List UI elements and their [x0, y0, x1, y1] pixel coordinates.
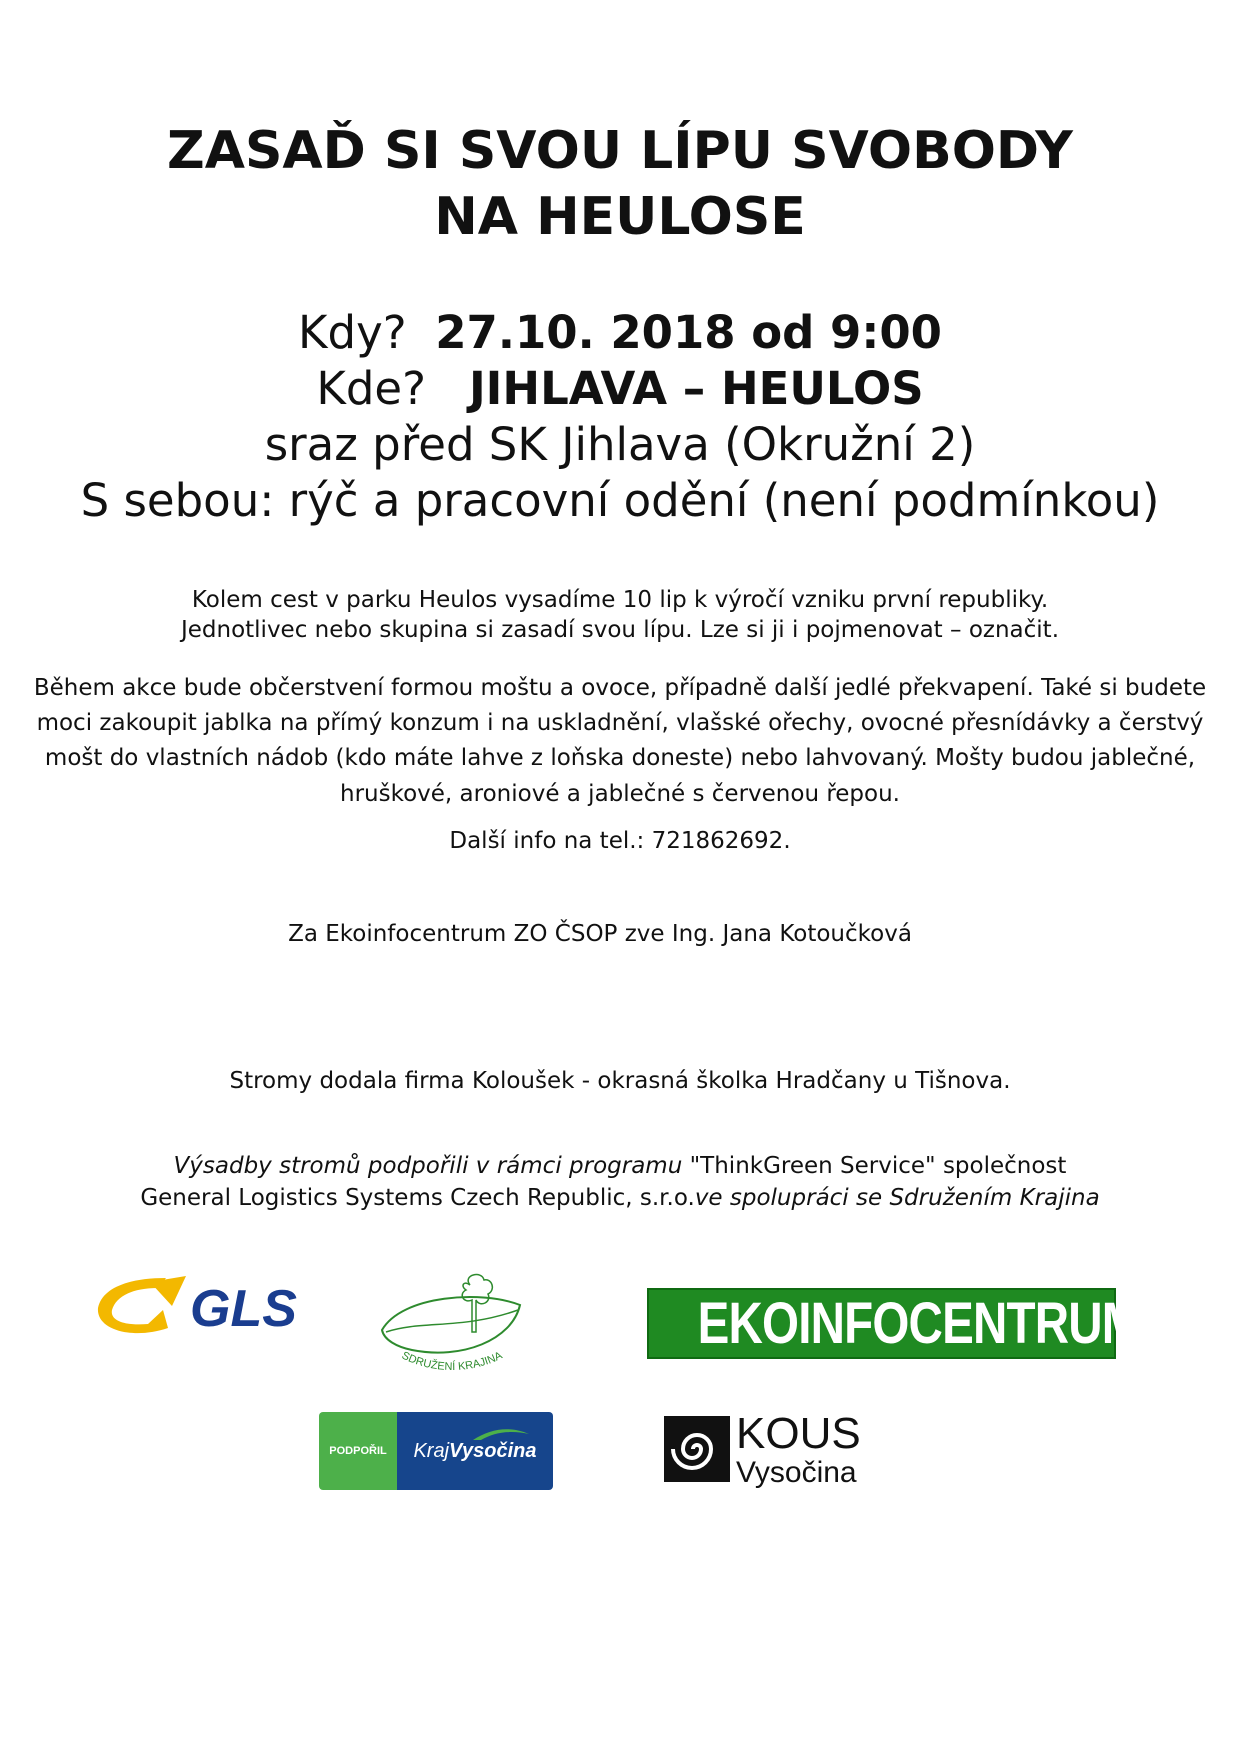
gls-arrow-icon [88, 1268, 308, 1338]
sdruzeni-krajina-logo [372, 1270, 532, 1385]
gls-text: GLS [190, 1280, 297, 1338]
where-row [0, 361, 1240, 417]
details-line-1: Během akce bude občerstvení formou moštu a ovoce, případně další jedlé překvapení. Také si budete [33, 675, 1207, 701]
support-line-1 [0, 1150, 1240, 1182]
vysocina-brand [397, 1412, 553, 1490]
kous-spiral-icon [662, 1408, 872, 1490]
gls-logo [88, 1268, 308, 1338]
ekoinfocentrum-text: EKOINFOCENTRUM [697, 1291, 1141, 1356]
contact-info: Další info na tel.: 721862692. [449, 828, 791, 854]
where-value: JIHLAVA – HEULOS [468, 362, 924, 415]
vysocina-swoosh-icon [471, 1424, 531, 1444]
title-line-1: ZASAĎ SI SVOU LÍPU SVOBODY [167, 121, 1073, 181]
support-line-2 [0, 1182, 1240, 1214]
support-regular-1: "ThinkGreen Service" společnost [682, 1153, 1067, 1179]
support-italic-1: Výsadby stromů podpořili v rámci programu [173, 1153, 683, 1179]
intro-line-2: Jednotlivec nebo skupina si zasadí svou lípu. Lze si ji i pojmenovat – označit. [180, 617, 1060, 643]
kous-vysocina-logo [662, 1408, 872, 1490]
bring-items: S sebou: rýč a pracovní odění (není podmínkou) [80, 474, 1160, 527]
when-label: Kdy? [298, 306, 407, 359]
when-row [0, 305, 1240, 361]
vysocina-supported-label: PODPOŘIL [319, 1412, 397, 1490]
kous-brand-text: KOUS [736, 1409, 861, 1458]
vysocina-name: Vysočina [449, 1439, 537, 1462]
title-line-2: NA HEULOSE [434, 187, 806, 247]
when-value: 27.10. 2018 od 9:00 [435, 306, 942, 359]
intro-line-1: Kolem cest v parku Heulos vysadíme 10 lip k výročí vzniku první republiky. [191, 587, 1049, 613]
ekoinfocentrum-logo [647, 1288, 1141, 1359]
details-line-2: moci zakoupit jablka na přímý konzum i na uskladnění, vlašské ořechy, ovocné přesnídávky a čerstvý [36, 710, 1204, 736]
tree-supplier: Stromy dodala firma Koloušek - okrasná školka Hradčany u Tišnova. [229, 1068, 1011, 1094]
where-label: Kde? [316, 362, 427, 415]
details-line-3: mošt do vlastních nádob (kdo máte lahve z loňska doneste) nebo lahvovaný. Mošty budou jablečné, [44, 745, 1196, 771]
meeting-point: sraz před SK Jihlava (Okružní 2) [264, 418, 976, 471]
krajina-text: SDRUŽENÍ KRAJINA [399, 1349, 505, 1374]
kous-sub-text: Vysočina [736, 1456, 857, 1489]
support-italic-2: ve spolupráci se Sdružením Krajina [694, 1185, 1100, 1211]
vysocina-kraj: Kraj [413, 1439, 450, 1462]
kraj-vysocina-logo [319, 1412, 553, 1490]
tree-landscape-icon [372, 1270, 532, 1385]
support-regular-2: General Logistics Systems Czech Republic, s.r.o. [140, 1185, 695, 1211]
invitation-signature: Za Ekoinfocentrum ZO ČSOP zve Ing. Jana Kotoučková [288, 921, 912, 947]
details-line-4: hruškové, aroniové a jablečné s červenou řepou. [340, 781, 900, 807]
